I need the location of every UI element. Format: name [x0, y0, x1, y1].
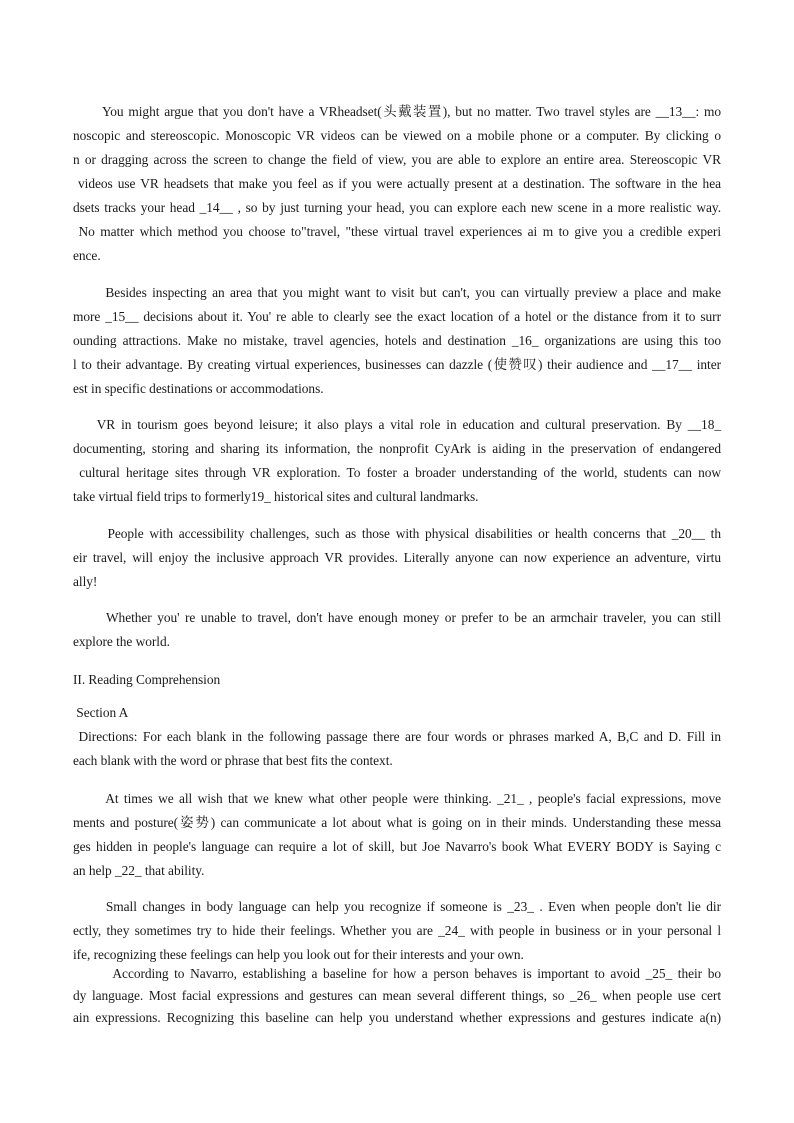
line-35: ain expressions. Recognizing this baseline can help you understand whether expressions and gestures indicate a(n): [73, 1010, 721, 1025]
line-7: ence.: [73, 248, 101, 263]
line-26: At times we all wish that we knew what other people were thinking. _21_ , people's facial expressions, move: [73, 791, 721, 806]
line-4: videos use VR headsets that make you feel as if you were actually present at a destination. The software in the hea: [73, 176, 721, 191]
line-8: Besides inspecting an area that you might want to visit but can't, you can virtually preview a place and make: [73, 285, 721, 300]
line-14: documenting, storing and sharing its information, the nonprofit CyArk is aiding in the preservation of endangered: [73, 441, 721, 456]
line-34: dy language. Most facial expressions and gestures can mean several different things, so _26_ when people use cert: [73, 988, 721, 1003]
line-21: explore the world.: [73, 634, 170, 649]
line-27: ments and posture(姿势) can communicate a lot about what is going on in their minds. Understanding these messa: [73, 815, 721, 830]
line-30: Small changes in body language can help you recognize if someone is _23_ . Even when people don't lie dir: [73, 899, 721, 914]
line-31: ectly, they sometimes try to hide their feelings. Whether you are _24_ with people in business or in your personal l: [73, 923, 721, 938]
directions-line-2: each blank with the word or phrase that best fits the context.: [73, 753, 393, 768]
line-28: ges hidden in people's language can require a lot of skill, but Joe Navarro's book What EVERY BODY is Saying c: [73, 839, 721, 854]
line-20: Whether you' re unable to travel, don't have enough money or prefer to be an armchair traveler, you can still: [73, 610, 721, 625]
line-1: You might argue that you don't have a VRheadset(头戴装置), but no matter. Two travel styles are __13__: mo: [73, 104, 721, 119]
line-3: n or dragging across the screen to change the field of view, you are able to explore an entire area. Stereoscopic VR: [73, 152, 721, 167]
line-5: dsets tracks your head _14__ , so by just turning your head, you can explore each new scene in a more realistic way.: [73, 200, 721, 215]
section-heading-reading: II. Reading Comprehension: [73, 672, 221, 687]
line-16: take virtual field trips to formerly19_ historical sites and cultural landmarks.: [73, 489, 479, 504]
line-11: l to their advantage. By creating virtual experiences, businesses can dazzle (使赞叹) their audience and __17__ inter: [73, 357, 721, 372]
line-29: an help _22_ that ability.: [73, 863, 205, 878]
line-12: est in specific destinations or accommodations.: [73, 381, 324, 396]
line-33: According to Navarro, establishing a baseline for how a person behaves is important to avoid _25_ their bo: [73, 966, 721, 981]
line-19: ally!: [73, 574, 98, 589]
line-2: noscopic and stereoscopic. Monoscopic VR videos can be viewed on a mobile phone or a computer. By clicking o: [73, 128, 721, 143]
line-13: VR in tourism goes beyond leisure; it also plays a vital role in education and cultural preservation. By __18_: [73, 417, 721, 432]
directions-line-1: Directions: For each blank in the following passage there are four words or phrases marked A, B,C and D. Fill in: [73, 729, 721, 744]
section-heading-a: Section A: [73, 705, 129, 720]
line-32: ife, recognizing these feelings can help you look out for their interests and your own.: [73, 947, 524, 962]
line-10: ounding attractions. Make no mistake, travel agencies, hotels and destination _16_ organizations are using this too: [73, 333, 721, 348]
line-18: eir travel, will enjoy the inclusive approach VR provides. Literally anyone can now experience an adventure, virtu: [73, 550, 721, 565]
line-17: People with accessibility challenges, such as those with physical disabilities or health concerns that _20__ th: [73, 526, 721, 541]
line-6: No matter which method you choose to"travel, "these virtual travel experiences ai m to give you a credible experi: [73, 224, 721, 239]
line-9: more _15__ decisions about it. You' re able to clearly see the exact location of a hotel or the distance from it to surr: [73, 309, 721, 324]
line-15: cultural heritage sites through VR exploration. To foster a broader understanding of the world, students can now: [73, 465, 721, 480]
